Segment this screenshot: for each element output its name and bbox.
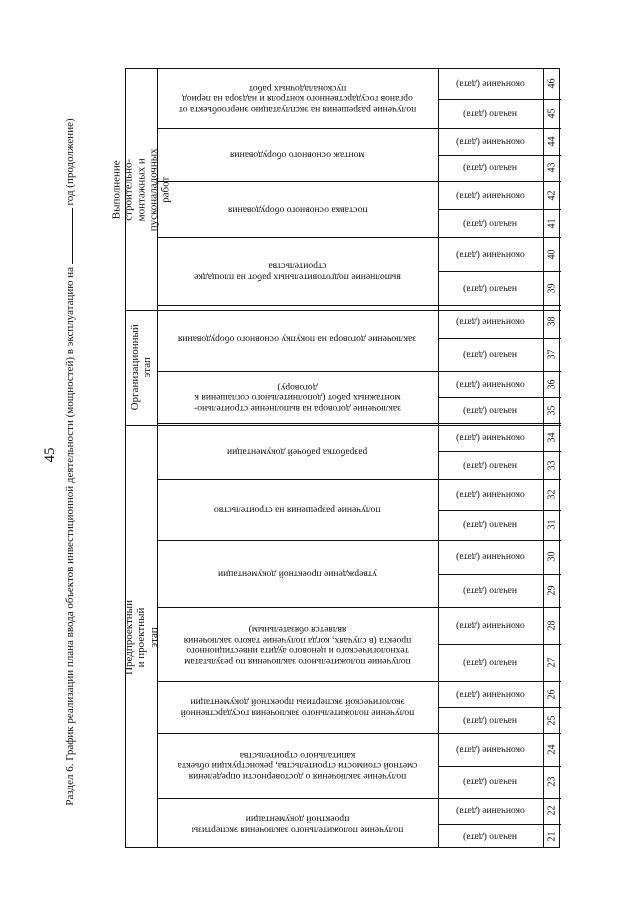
schedule-table <box>110 68 560 848</box>
column-number-text: 35 <box>546 405 558 415</box>
date-label-text: начало (дата) <box>463 108 518 120</box>
stage-label <box>126 310 157 425</box>
stage-label <box>123 425 160 849</box>
start-date-label <box>438 338 543 371</box>
date-label-text: начало (дата) <box>463 777 518 789</box>
activity-text: получение положительного заключения государственной экологической экспертизы проектной документации <box>180 697 415 719</box>
date-label-text: окончание (дата) <box>456 316 525 328</box>
column-number <box>543 181 561 209</box>
year-blank-line <box>62 208 73 264</box>
activity-description <box>157 733 438 798</box>
column-number <box>543 397 561 423</box>
column-number <box>543 824 561 850</box>
page-number: 45 <box>42 447 58 463</box>
end-date-label <box>438 128 543 155</box>
date-label-text: окончание (дата) <box>456 806 525 818</box>
activity-description <box>157 423 438 479</box>
column-number <box>543 766 561 799</box>
column-number <box>543 510 561 541</box>
activity-text: заключение договора на покупку основного оборудования <box>178 333 417 345</box>
activity-text: поставка основного оборудования <box>227 204 368 216</box>
date-label-text: окончание (дата) <box>456 79 525 91</box>
end-date-label <box>438 371 543 397</box>
column-number <box>543 128 561 155</box>
column-number-text: 38 <box>546 316 558 327</box>
date-label-text: начало (дата) <box>463 657 518 669</box>
column-number <box>543 371 561 397</box>
column-number-text: 29 <box>546 585 558 596</box>
start-date-label <box>438 510 543 541</box>
column-number <box>543 644 561 681</box>
start-date-label <box>438 451 543 479</box>
column-number <box>543 540 561 574</box>
activity-text: получение разрешения на эксплуатацию энергообъекта от органов государственного контроля и надзора на период пусконаладочных работ <box>178 83 417 116</box>
column-number-text: 26 <box>546 689 558 699</box>
column-number-text: 24 <box>546 744 558 755</box>
date-label-text: окончание (дата) <box>456 552 525 564</box>
column-number <box>543 423 561 451</box>
start-date-label <box>438 644 543 681</box>
date-label-text: окончание (дата) <box>456 489 525 501</box>
column-number-text: 46 <box>546 78 558 89</box>
stage-label-text: Предпроектный и проектный этап <box>123 599 160 675</box>
column-number-text: 23 <box>546 776 558 787</box>
end-date-label <box>438 181 543 209</box>
column-number <box>543 271 561 305</box>
stage-label-text: Организационный этап <box>129 324 154 411</box>
end-date-label <box>438 305 543 338</box>
date-label-text: начало (дата) <box>463 520 518 532</box>
section-title <box>60 62 80 862</box>
end-date-label <box>438 237 543 271</box>
start-date-label <box>438 707 543 733</box>
column-number-text: 30 <box>546 551 558 562</box>
column-number <box>543 479 561 510</box>
date-label-text: начало (дата) <box>463 283 518 295</box>
column-number-text: 45 <box>546 108 558 119</box>
date-label-text: начало (дата) <box>463 831 518 843</box>
column-number <box>543 451 561 479</box>
column-number-text: 37 <box>546 349 558 360</box>
column-number-text: 42 <box>546 190 558 200</box>
start-date-label <box>438 766 543 799</box>
stage-label <box>110 69 172 310</box>
date-label-text: окончание (дата) <box>456 432 525 444</box>
column-number-text: 21 <box>546 831 558 842</box>
date-label-text: окончание (дата) <box>456 136 525 148</box>
column-number <box>543 733 561 766</box>
activity-description <box>157 69 438 128</box>
column-number <box>543 607 561 644</box>
column-number <box>543 574 561 608</box>
activity-text: заключение договора на выполнение строительно-монтажных работ (дополнительного соглашения к договору) <box>194 381 401 415</box>
column-number <box>543 209 561 237</box>
activity-description <box>157 237 438 305</box>
date-label-text: окончание (дата) <box>456 620 525 632</box>
date-label-text: окончание (дата) <box>456 249 525 261</box>
column-number-text: 34 <box>546 432 558 442</box>
end-date-label <box>438 607 543 644</box>
column-number-text: 36 <box>546 379 558 389</box>
date-label-text: начало (дата) <box>463 715 518 727</box>
column-number <box>543 69 561 99</box>
column-number-text: 25 <box>546 715 558 725</box>
date-label-text: окончание (дата) <box>456 190 525 202</box>
column-number <box>543 707 561 733</box>
end-date-label <box>438 798 543 824</box>
column-number <box>543 99 561 129</box>
start-date-label <box>438 155 543 182</box>
column-number-text: 43 <box>546 162 558 173</box>
activity-text: утверждение проектной документации <box>218 568 377 580</box>
end-date-label <box>438 479 543 510</box>
activity-text: получение положительного заключения по результатам технологического и ценового аудита инвестиционного проекта (в случаях, когда получение такого заключения является обязательным) <box>183 623 412 667</box>
activity-text: получение положительного заключения экспертизы проектной документации <box>191 813 404 836</box>
column-number-text: 40 <box>546 249 558 259</box>
activity-description <box>157 607 438 681</box>
activity-description <box>157 479 438 540</box>
activity-text: получение заключения о достоверности определения сметной стоимости строительства, реконструкции объекта капитального строительства <box>177 750 418 783</box>
column-number-text: 32 <box>546 489 558 500</box>
date-label-text: начало (дата) <box>463 218 518 230</box>
date-label-text: начало (дата) <box>463 163 518 175</box>
column-number-text: 28 <box>546 620 558 631</box>
activity-description <box>157 181 438 237</box>
date-label-text: окончание (дата) <box>456 689 525 701</box>
activity-description <box>157 798 438 849</box>
column-number <box>543 155 561 182</box>
date-label-text: окончание (дата) <box>456 379 525 391</box>
activity-description <box>157 305 438 371</box>
end-date-label <box>438 69 543 99</box>
activity-description <box>157 681 438 733</box>
column-number <box>543 237 561 271</box>
activity-text: выполнение подготовительных работ на площадке строительства <box>194 261 401 283</box>
column-number <box>543 305 561 338</box>
date-label-text: начало (дата) <box>463 349 518 361</box>
activity-text: разработка рабочей документации <box>227 446 368 458</box>
start-date-label <box>438 397 543 423</box>
start-date-label <box>438 824 543 850</box>
start-date-label <box>438 99 543 129</box>
date-label-text: начало (дата) <box>463 585 518 597</box>
section-title-text: Раздел 6. График реализации плана ввода объектов инвестиционной деятельности (мощностей) в эксплуатацию на <box>64 266 76 806</box>
column-number-text: 41 <box>546 218 558 228</box>
end-date-label <box>438 423 543 451</box>
column-number-text: 22 <box>546 805 558 816</box>
date-label-text: начало (дата) <box>463 405 518 417</box>
section-title-suffix: год (продолжение) <box>64 118 76 206</box>
end-date-label <box>438 540 543 574</box>
start-date-label <box>438 209 543 237</box>
column-number-text: 44 <box>546 136 558 147</box>
column-number-text: 39 <box>546 283 558 293</box>
stage-label-text: Выполнение строительно-монтажных и пусконаладочных работ <box>110 148 172 231</box>
column-number <box>543 338 561 371</box>
activity-description <box>157 371 438 423</box>
column-number-text: 31 <box>546 519 558 530</box>
activity-description <box>157 128 438 181</box>
column-number <box>543 798 561 824</box>
end-date-label <box>438 733 543 766</box>
start-date-label <box>438 271 543 305</box>
end-date-label <box>438 681 543 707</box>
column-number-text: 27 <box>546 657 558 668</box>
start-date-label <box>438 574 543 608</box>
date-label-text: начало (дата) <box>463 460 518 472</box>
activity-description <box>157 540 438 607</box>
activity-text: монтаж основного оборудования <box>230 149 365 161</box>
column-number-text: 33 <box>546 460 558 470</box>
column-number <box>543 681 561 707</box>
activity-text: получение разрешения на строительство <box>214 504 381 516</box>
date-label-text: окончание (дата) <box>456 744 525 756</box>
